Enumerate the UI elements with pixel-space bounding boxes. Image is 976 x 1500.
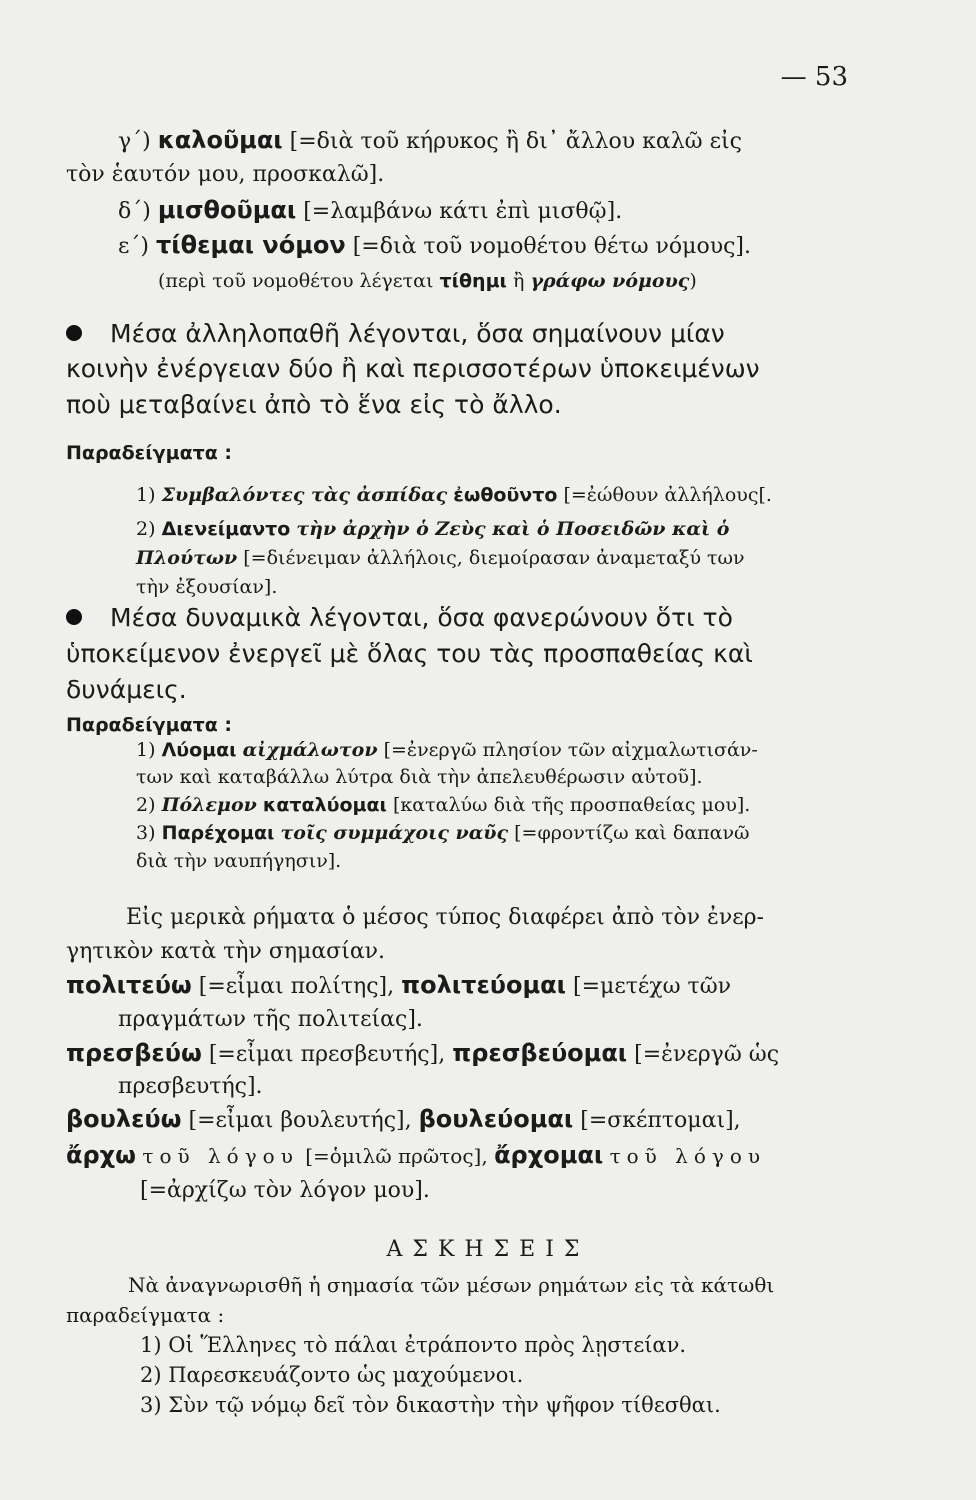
- section3-line2: γητικὸν κατὰ τὴν σημασίαν.: [66, 939, 386, 964]
- section2-line1: [66, 600, 846, 636]
- note-text: ): [689, 270, 697, 292]
- pair-presbeuo: [66, 1038, 846, 1070]
- example-number: 3): [136, 822, 156, 844]
- text: Μέσα ἀλληλοπαθῆ λέγονται, ὅσα σημαίνουν μίαν: [110, 319, 725, 348]
- gloss: [=εἶμαι πρεσβευτής],: [208, 1042, 446, 1067]
- example-phrase: τοῖς συμμάχοις ναῦς: [280, 822, 509, 844]
- entry-g-cont: τὸν ἑαυτόν μου, προσκαλῶ].: [66, 162, 385, 187]
- section2-example-2: [136, 790, 846, 820]
- pair-politeuo: [66, 970, 846, 1002]
- example-gloss: [=φροντίζω καὶ δαπανῶ: [514, 822, 750, 844]
- example-number: 2): [136, 794, 156, 816]
- note-text: ἢ: [513, 270, 525, 292]
- gloss: [=μετέχω τῶν: [573, 974, 732, 999]
- note-text: (περὶ τοῦ νομοθέτου λέγεται: [158, 270, 434, 292]
- section1-example-2-cont2: τὴν ἐξουσίαν].: [136, 576, 278, 598]
- section2-example-1: [136, 735, 846, 765]
- section1-line3: ποὺ μεταβαίνει ἀπὸ τὸ ἕνα εἰς τὸ ἄλλο.: [66, 390, 562, 419]
- middle-verb: βουλεύομαι: [418, 1105, 574, 1133]
- section1-heading: Παραδείγματα :: [66, 442, 233, 464]
- section1-line1: [66, 316, 846, 352]
- entry-label: ε΄): [118, 234, 149, 259]
- entry-g: [118, 125, 846, 157]
- entry-word: καλοῦμαι: [157, 126, 283, 154]
- active-verb: βουλεύω: [66, 1105, 182, 1133]
- note-word: τίθημι: [439, 270, 507, 292]
- section2-example-3-cont: διὰ τὴν ναυπήγησιν].: [136, 850, 342, 872]
- bullet-icon: [66, 325, 82, 341]
- active-verb: πολιτεύω: [66, 971, 192, 999]
- section2-example-1-cont: των καὶ καταβάλλω λύτρα διὰ τὴν ἀπελευθέρωσιν αὐτοῦ].: [136, 766, 703, 788]
- section2-line2: ὑποκείμενον ἐνεργεῖ μὲ ὅλας του τὰς προσπαθείας καὶ: [66, 639, 753, 668]
- phrase: τοῦ λόγου: [609, 1144, 767, 1168]
- entry-label: δ΄): [118, 199, 151, 224]
- example-gloss: [καταλύω διὰ τῆς προσπαθείας μου].: [393, 794, 751, 816]
- example-phrase: τὴν ἀρχὴν ὁ Ζεὺς καὶ ὁ Ποσειδῶν καὶ ὁ: [296, 518, 730, 540]
- example-verb: Διενείμαντο: [161, 518, 291, 540]
- note-word: γράφω νόμους: [530, 270, 690, 292]
- pair-archo-cont: [=ἀρχίζω τὸν λόγον μου].: [140, 1178, 430, 1203]
- example-gloss: [=διένειμαν ἀλλήλοις, διεμοίρασαν ἀναμεταξύ των: [243, 547, 745, 569]
- example-phrase: Συμβαλόντες τὰς ἀσπίδας: [161, 484, 448, 506]
- example-phrase: αἰχμάλωτον: [242, 739, 378, 761]
- example-gloss: [=ἐώθουν ἀλλήλους[.: [563, 484, 772, 506]
- section1-example-2: [136, 514, 846, 544]
- middle-verb: ἄρχομαι: [494, 1141, 604, 1169]
- gloss: [=σκέπτομαι],: [580, 1108, 741, 1133]
- gloss: [=ὁμιλῶ πρῶτος],: [305, 1144, 488, 1168]
- example-number: 1): [136, 739, 156, 761]
- gloss: [=εἶμαι πολίτης],: [198, 974, 395, 999]
- active-verb: ἄρχω: [66, 1141, 137, 1169]
- example-gloss: [=ἐνεργῶ πλησίον τῶν αἰχμαλωτισάν-: [383, 739, 758, 761]
- exercise-item: 2) Παρεσκευάζοντο ὡς μαχούμενοι.: [140, 1363, 524, 1387]
- entry-word: μισθοῦμαι: [157, 196, 297, 224]
- entry-label: γ΄): [118, 129, 151, 154]
- example-verb: Παρέχομαι: [161, 822, 275, 844]
- example-number: 1): [136, 484, 156, 506]
- section1-example-1: [136, 480, 846, 510]
- entry-e: [118, 230, 846, 262]
- pair-archo: [66, 1140, 846, 1171]
- example-phrase: Πόλεμον: [161, 794, 257, 816]
- exercises-intro: Νὰ ἀναγνωρισθῆ ἡ σημασία τῶν μέσων ρημάτων εἰς τὰ κάτωθι: [128, 1273, 775, 1297]
- exercise-item: 3) Σὺν τῷ νόμῳ δεῖ τὸν δικαστὴν τὴν ψῆφον τίθεσθαι.: [140, 1393, 721, 1417]
- gloss: [=ἐνεργῶ ὡς: [634, 1042, 780, 1067]
- section1-example-2-cont: [136, 543, 846, 573]
- section1-line2: κοινὴν ἐνέργειαν δύο ἢ καὶ περισσοτέρων ὑποκειμένων: [66, 354, 760, 383]
- example-number: 2): [136, 518, 156, 540]
- section2-heading: Παραδείγματα :: [66, 714, 233, 736]
- section3-line1: Εἰς μερικὰ ρήματα ὁ μέσος τύπος διαφέρει ἀπὸ τὸν ἐνερ-: [126, 905, 764, 930]
- pair-presbeuo-cont: πρεσβευτής].: [118, 1074, 263, 1099]
- exercises-intro-cont: παραδείγματα :: [66, 1303, 225, 1327]
- entry-gloss: [=διὰ τοῦ κήρυκος ἢ δι᾽ ἄλλου καλῶ εἰς: [289, 129, 742, 154]
- active-verb: πρεσβεύω: [66, 1039, 202, 1067]
- pair-politeuo-cont: πραγμάτων τῆς πολιτείας].: [118, 1007, 423, 1032]
- section2-example-3: [136, 818, 846, 848]
- entry-gloss: [=λαμβάνω κάτι ἐπὶ μισθῷ].: [303, 199, 623, 224]
- entry-word: τίθεμαι νόμον: [155, 231, 346, 259]
- exercise-item: 1) Οἱ Ἕλληνες τὸ πάλαι ἐτράποντο πρὸς λῃστείαν.: [140, 1333, 687, 1357]
- pair-bouleuo: [66, 1104, 846, 1136]
- gloss: [=εἶμαι βουλευτής],: [188, 1108, 412, 1133]
- entry-note: [158, 266, 938, 296]
- example-verb: ἐωθοῦντο: [453, 484, 558, 506]
- bullet-icon: [66, 609, 82, 625]
- section2-line3: δυνάμεις.: [66, 675, 187, 704]
- text: Μέσα δυναμικὰ λέγονται, ὅσα φανερώνουν ὅτι τὸ: [110, 603, 733, 632]
- middle-verb: πρεσβεύομαι: [452, 1039, 628, 1067]
- entry-d: [118, 195, 846, 227]
- phrase: τοῦ λόγου: [142, 1144, 299, 1168]
- example-phrase: Πλούτων: [136, 547, 238, 569]
- example-verb: καταλύομαι: [262, 794, 387, 816]
- middle-verb: πολιτεύομαι: [401, 971, 566, 999]
- example-verb: Λύομαι: [161, 739, 237, 761]
- entry-gloss: [=διὰ τοῦ νομοθέτου θέτω νόμους].: [352, 234, 751, 259]
- page-number: — 53: [780, 62, 848, 92]
- exercises-title: ΑΣΚΗΣΕΙΣ: [386, 1237, 590, 1262]
